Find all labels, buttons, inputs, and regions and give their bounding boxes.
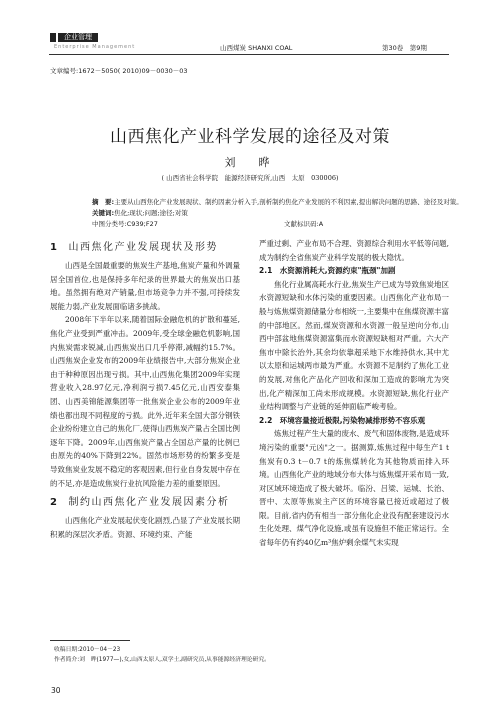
page-number: 30 xyxy=(51,686,61,695)
section-1-heading xyxy=(50,241,240,255)
section-1-paragraph-1: 山西是全国最重要的焦炭生产基地,焦炭产量和外调量居全国首位,也是保持多年纪录的世界最大的焦炭出口基地。虽然拥有绝对产销量,但市场竞争力并不强,可持续发展能力弱,产业发展面临诸多挑战。 xyxy=(50,261,240,311)
section-2-heading xyxy=(50,496,240,510)
section-1-title: 山西焦化产业发展现状及形势 xyxy=(68,242,218,253)
section-tab-label: 企业管理 xyxy=(58,33,98,42)
header-rule xyxy=(49,54,449,55)
subsection-2-1-paragraph: 焦化行业属高耗水行业,焦炭生产已成为导致焦炭地区水资源短缺和水体污染的重要因素。山西焦化产业布局一般与炼焦煤资源储量分布相统一,主要集中在焦煤资源丰富的中部地区。然而,煤炭资源和水资源一般呈逆向分布,山西中部盆地焦煤资源富集而水资源短缺相对严重。六大产焦市中除长治外,其余均依靠超采地下水维持供水,其中尤以太原和运城两市最为严重。水资源不足制约了焦化工业的发展,对焦化产品化产回收和深加工造成的影响尤为突出,化产精深加工尚未形成规模。水资源短缺,焦化行业产业结构调整与产业链的延伸面临严峻考验。 xyxy=(259,279,449,412)
abstract-text: 主要从山西焦化产业发展现状、制约因素分析入手,剖析制约焦化产业发展的不利因素,提出解决问题的思路、途径及对策。 xyxy=(114,198,463,206)
subsection-2-1-title: 2.1 水资源消耗大,资源约束"瓶颈"加剧 xyxy=(259,266,396,276)
section-2-number: 2 xyxy=(50,497,59,509)
article-author: 刘 晔 xyxy=(224,156,276,169)
continued-paragraph: 严重过剩、产业布局不合理、资源综合利用水平低等问题,成为制约全省焦炭产业科学发展的极大隐忧。 xyxy=(259,239,449,262)
keywords-text: 焦化;现状;问题;途径;对策 xyxy=(114,209,188,217)
classification-number: 中图分类号:C939;F27 xyxy=(92,220,158,228)
abstract-block xyxy=(92,197,463,219)
right-column xyxy=(259,237,449,550)
section-tab-bar xyxy=(50,33,56,42)
footnote-received: 收稿日期:2010－04－23 xyxy=(54,647,121,653)
keywords-label: 关键词: xyxy=(92,209,115,217)
left-column xyxy=(50,237,240,541)
section-2-paragraph-1: 山西焦化产业发展起伏变化剧烈,凸显了产业发展长期积累的深层次矛盾。资源、环境约束、产能 xyxy=(50,516,240,539)
author-affiliation: ( 山西省社会科学院 能源经济研究所,山西 太原 030006) xyxy=(161,174,339,182)
section-tab xyxy=(50,32,98,42)
section-2-title: 制约山西焦化产业发展因素分析 xyxy=(68,497,230,509)
document-code: 文献标识码:A xyxy=(284,220,324,228)
article-title: 山西焦化产业科学发展的途径及对策 xyxy=(110,127,390,147)
subsection-2-2-title: 2.2 环境容量接近极限,污染物减排形势不容乐观 xyxy=(259,415,426,425)
keywords-row xyxy=(92,208,452,219)
article-number: 文章编号:1672－5050( 2010)09－0030－03 xyxy=(50,67,188,75)
footnote-author-bio: 作者简介:刘 晔(1977—),女,山西太原人,双学士,副研究员,从事能源经济理论研究。 xyxy=(54,657,270,663)
abstract-label: 摘 要: xyxy=(92,198,115,206)
subsection-2-2-paragraph: 炼焦过程产生大量的废水、废气和固体废物,是造成环境污染的重要"元凶"之一。据测算,炼焦过程中每生产1 t焦炭有0.3 t－0.7 t的炼焦煤转化为其他物质而排入环境。山西焦化产业的地域分布大体与炼焦煤开采布局一致,对区域环境造成了极大破坏。临汾、吕梁、运城、长治、晋中、太原等焦炭主产区的环境容量已接近或超过了极限。目前,省内仍有相当一部分焦化企业没有配套建设污水生化处理、煤气净化设施,或虽有设施但不能正常运行。全省每年仍有约40亿m³焦炉剩余煤气未实现 xyxy=(259,429,449,548)
footnote-rule xyxy=(50,640,130,641)
abstract-row xyxy=(92,197,463,208)
section-1-number: 1 xyxy=(50,242,59,253)
journal-name: 山西煤炭 SHANXI COAL xyxy=(220,44,293,52)
section-subtitle: Enterprise Management xyxy=(54,44,136,50)
journal-issue: 第30卷 第9期 xyxy=(382,44,427,52)
section-1-paragraph-2: 2008年下半年以来,随着国际金融危机的扩散和蔓延,焦化产业受到严重冲击。2009年,受全球金融危机影响,国内焦炭需求锐减,山西焦炭出口几乎停滞,减幅约15.7%。山西焦炭企业发布的2009年业绩报告中,大部分焦炭企业由于种种原因出现亏损。其中,山西焦化集团2009年实现营业收入28.97亿元,净利润亏损7.45亿元,山西安泰集团、山西美锦能源集团等一批焦炭企业公布的2009年业绩也都出现不同程度的亏损。此外,近年来全国大部分钢铁企业纷纷建立自己的焦化厂,使得山西焦炭产量占全国比例逐年下降。2009年,山西焦炭产量占全国总产量的比例已由原先的40%下降到22%。固然市场形势的纷繁多变是导致焦炭业发展不稳定的客观因素,但行业自身发展中存在的不足,亦是造成焦炭行业抗风险能力差的重要原因。 xyxy=(50,315,240,488)
